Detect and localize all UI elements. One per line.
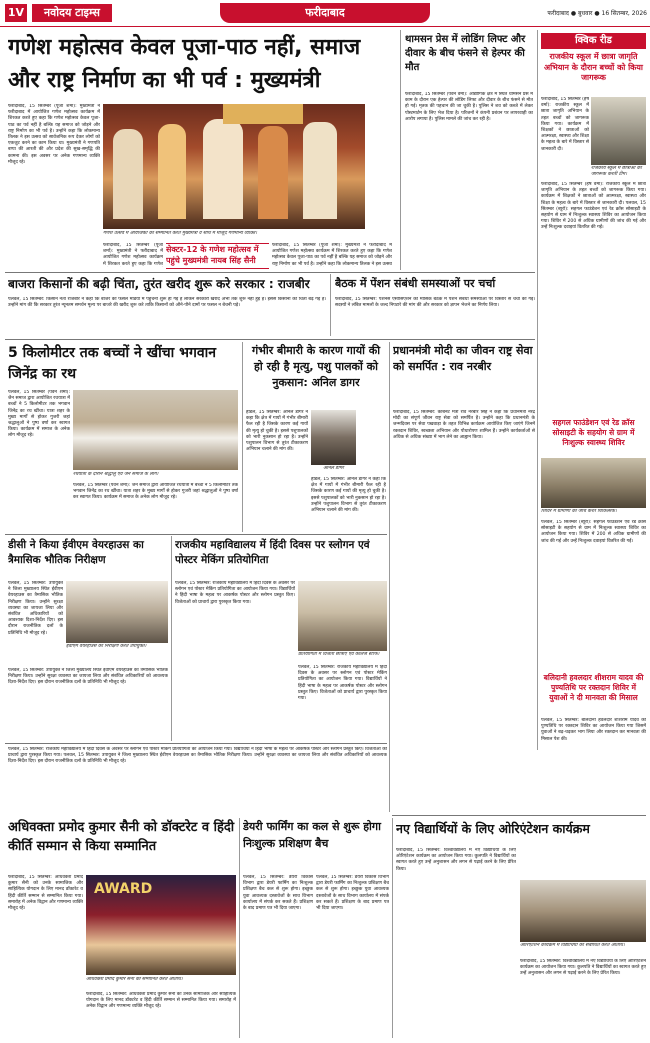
dc-headline: डीसी ने किया ईवीएम वेयरहाउस का त्रैमासिक भौतिक निरीक्षण bbox=[8, 539, 144, 566]
km5-body: पलवल, 15 सितम्बर (पवन शर्मा): जैन समाज द्वारा आयोजित रथयात्रा में बच्चों ने 5 किलोमीटर तक भगवान जिनेंद्र का रथ खींचा। यात्रा शहर के मुख्य मार्गों से होकर गुजरी जहां श्रद्धालुओं ने पुष्प वर्षा कर स्वागत किया। कार्यक्रम में समाज के अनेक लोग मौजूद रहे। bbox=[8, 390, 70, 439]
filler-text-2: पलवल, 15 सितम्बर: उपायुक्त ने जिला मुख्यालय स्थित ईवीएम वेयरहाउस का त्रैमासिक भौतिक निरीक्षण किया। उन्होंने सुरक्षा व्यवस्था का जायजा लिया और संबंधित अधिकारियों को आवश्यक दिशा-निर्देश दिए। इस दौरान राजनीतिक दलों के प्रतिनिधि भी मौजूद रहे। bbox=[8, 753, 387, 765]
quick-read-banner: क्विक रीड bbox=[541, 33, 646, 49]
dc-body-cont bbox=[8, 668, 168, 738]
orientation-body-cont bbox=[520, 959, 646, 1038]
km5-body-cont-text: पलवल, 15 सितम्बर (पवन शर्मा): जैन समाज द्वारा आयोजित रथयात्रा में बच्चों ने 5 किलोमीटर तक भगवान जिनेंद्र का रथ खींचा। यात्रा शहर के मुख्य मार्गों से होकर गुजरी जहां श्रद्धालुओं ने पुष्प वर्षा कर स्वागत किया। कार्यक्रम में समाज के अनेक लोग मौजूद रहे। bbox=[73, 483, 238, 501]
award-body-cont-text: फरीदाबाद, 15 सितम्बर: अधिवक्ता प्रमोद कुमार सैनी को उनके सामाजिक और साहित्यिक योगदान के लिए मानद डॉक्टरेट व हिंदी कीर्ति सम्मान से सम्मानित किया गया। समारोह में अनेक विद्वान और गणमान्य व्यक्ति मौजूद रहे। bbox=[86, 992, 236, 1010]
orientation-headline: नए विद्यार्थियों के लिए ओरिएंटेशन कार्यक्रम bbox=[396, 821, 590, 836]
km5-photo bbox=[73, 390, 238, 470]
quick-read-body-more-text: फरीदाबाद, 15 सितम्बर (हर्ष वर्मा): राजकीय स्कूल में छात्रा जागृति अभियान के तहत बच्चों को जागरूक किया गया। कार्यक्रम में शिक्षकों ने छात्राओं को आत्मरक्षा, स्वास्थ्य और शिक्षा के महत्व के बारे में विस्तार से जानकारी दी। bbox=[541, 182, 646, 206]
award-caption: अधिवक्ता प्रमोद कुमार सैनी को सम्मानित करते अतिथि। bbox=[86, 977, 183, 982]
dc-photo bbox=[66, 581, 168, 643]
lead-body-cont2-text: फरीदाबाद, 15 सितम्बर (पूजा शर्मा): मुख्यमंत्री ने फरीदाबाद में आयोजित गणेश महोत्सव कार्यक्रम में शिरकत करते हुए कहा कि गणेश महोत्सव केवल पूजा-पाठ का पर्व नहीं है बल्कि यह समाज को जोड़ने और राष्ट्र निर्माण का भी पर्व है। उन्होंने कहा कि लोकमान्य तिलक ने इस उत्सव bbox=[272, 243, 392, 267]
disease-caption: अनिल डागर bbox=[323, 466, 344, 471]
award-headline: अधिवक्ता प्रमोद कुमार सैनी को डॉक्टरेट व हिंदी कीर्ति सम्मान से किया सम्मानित bbox=[8, 820, 235, 854]
quick-read-caption: राजकीय स्कूल में छात्राओं को जागरूक करती टीम। bbox=[591, 166, 642, 177]
health-camp-caption: शिविर में ग्रामीणों की जांच करते चिकित्सक। bbox=[541, 509, 617, 514]
dc-body: पलवल, 15 सितम्बर: उपायुक्त ने जिला मुख्यालय स्थित ईवीएम वेयरहाउस का त्रैमासिक भौतिक निरीक्षण किया। उन्होंने सुरक्षा व्यवस्था का जायजा लिया और संबंधित अधिकारियों को आवश्यक दिशा-निर्देश दिए। इस दौरान राजनीतिक दलों के प्रतिनिधि भी मौजूद रहे। bbox=[8, 581, 63, 636]
lift-headline: थामसन प्रेस में लोडिंग लिफ्ट और दीवार के बीच फंसने से हेल्पर की मौत bbox=[405, 34, 526, 73]
award-body-cont bbox=[86, 992, 236, 1038]
health-camp-headline: सहगल फाउंडेशन एवं रेड क्रॉस सोसाइटी के सहयोग से ग्राम में निःशुल्क स्वास्थ्य शिविर bbox=[552, 418, 635, 447]
quick-read-photo bbox=[591, 97, 646, 165]
bajra-headline: बाजरा किसानों की बढ़ी चिंता, तुरंत खरीद शुरू करे सरकार : राजबीर bbox=[8, 277, 310, 291]
quick-read-body: फरीदाबाद, 15 सितम्बर (हर्ष वर्मा): राजकीय स्कूल में छात्रा जागृति अभियान के तहत बच्चों को जागरूक किया गया। कार्यक्रम में शिक्षकों ने छात्राओं को आत्मरक्षा, स्वास्थ्य और शिक्षा के महत्व के बारे में विस्तार से जानकारी दी। bbox=[541, 97, 589, 152]
disease-body-cont bbox=[311, 477, 386, 530]
pm-body: फरीदाबाद, 15 सितम्बर: कैबिनेट मंत्री राव नरबीर सिंह ने कहा कि प्रधानमंत्री नरेंद्र मोदी का संपूर्ण जीवन राष्ट्र सेवा को समर्पित है। उन्होंने कहा कि प्रधानमंत्री के जन्मदिवस पर सेवा पखवाड़ा के तहत विभिन्न कार्यक्रम आयोजित किए जाएंगे जिनमें रक्तदान शिविर, स्वच्छता अभियान और पौधारोपण शामिल हैं। उन्होंने कार्यकर्ताओं से अधिक से अधिक संख्या में भाग लेने का आह्वान किया। bbox=[393, 410, 535, 440]
pm-headline: प्रधानमंत्री मोदी का जीवन राष्ट्र सेवा को समर्पित : राव नरबीर bbox=[393, 344, 533, 373]
health-camp-body: पलवल, 15 सितम्बर (ब्यूरो): सहगल फाउंडेशन एवं रेड क्रॉस सोसाइटी के सहयोग से ग्राम में निःशुल्क स्वास्थ्य शिविर का आयोजन किया गया। शिविर में 200 से अधिक ग्रामीणों की जांच की गई और उन्हें निःशुल्क दवाइयां वितरित की गईं। bbox=[541, 520, 646, 544]
paper-logo: नवोदय टाइम्स bbox=[32, 4, 112, 22]
lead-caption: गणेश उत्सव में आयोजकों को सम्मानित करते मुख्यमंत्री व साथ में मौजूद गणमान्य व्यक्ति। bbox=[103, 231, 257, 236]
college-body-cont bbox=[298, 665, 387, 739]
orientation-body: फरीदाबाद, 15 सितम्बर: विश्वविद्यालय में नए विद्यार्थियों के लिए ओरिएंटेशन कार्यक्रम का आयोजन किया गया। कुलपति ने विद्यार्थियों का स्वागत करते हुए उन्हें अनुशासन और लगन से पढ़ाई करने के लिए प्रेरित किया। bbox=[396, 848, 516, 872]
college-body: पलवल, 15 सितम्बर: राजकीय महाविद्यालय में हिंदी दिवस के अवसर पर स्लोगन एवं पोस्टर मेकिंग प्रतियोगिता का आयोजन किया गया। विद्यार्थियों ने हिंदी भाषा के महत्व पर आकर्षक पोस्टर और स्लोगन प्रस्तुत किए। विजेताओं को प्राचार्य द्वारा पुरस्कृत किया गया। bbox=[175, 581, 295, 605]
award-photo bbox=[86, 875, 236, 975]
km5-caption: रथयात्रा के दौरान श्रद्धालु एवं जैन समाज के लोग। bbox=[73, 472, 159, 477]
filler-text-1: पलवल, 15 सितम्बर: राजकीय महाविद्यालय में हिंदी दिवस के अवसर पर स्लोगन एवं पोस्टर मेकिंग प्रतियोगिता का आयोजन किया गया। विद्यार्थियों ने हिंदी भाषा के महत्व पर आकर्षक पोस्टर और स्लोगन प्रस्तुत किए। विजेताओं को प्राचार्य द्वारा पुरस्कृत किया गया। bbox=[8, 747, 387, 759]
disease-headline: गंभीर बीमारी के कारण गायों की हो रही है मृत्यु, पशु पालकों को नुकसान: अनिल डागर bbox=[251, 344, 381, 389]
dairy-body-cont-text: पलवल, 15 सितम्बर: डेयरी विकास विभाग द्वारा डेयरी फार्मिंग का निःशुल्क प्रशिक्षण बैच कल से शुरू होगा। इच्छुक युवा आवश्यक दस्तावेजों के साथ विभाग कार्यालय में संपर्क कर सकते हैं। प्रशिक्षण के बाद प्रमाण पत्र भी दिया जाएगा। bbox=[316, 875, 389, 912]
college-photo bbox=[298, 581, 387, 651]
pension-headline: बैठक में पेंशन संबंधी समस्याओं पर चर्चा bbox=[335, 277, 496, 290]
lead-body-cont-text: फरीदाबाद, 15 सितम्बर (पूजा शर्मा): मुख्यमंत्री ने फरीदाबाद में आयोजित गणेश महोत्सव कार्यक्रम में शिरकत करते हुए कहा कि गणेश bbox=[103, 243, 163, 267]
health-camp-photo bbox=[541, 458, 646, 508]
disease-photo bbox=[311, 410, 356, 465]
college-headline: राजकीय महाविद्यालय में हिंदी दिवस पर स्लोगन एवं पोस्टर मेकिंग प्रतियोगिता bbox=[175, 539, 370, 566]
lead-headline: गणेश महोत्सव केवल पूजा-पाठ नहीं, समाज और राष्ट्र निर्माण का भी पर्व : मुख्यमंत्री bbox=[8, 35, 361, 93]
orientation-caption: ओरिएंटेशन कार्यक्रम में विद्यार्थियों को संबोधित करते अतिथि। bbox=[520, 943, 625, 948]
masthead bbox=[0, 0, 650, 27]
dairy-body: पलवल, 15 सितम्बर: डेयरी विकास विभाग द्वारा डेयरी फार्मिंग का निःशुल्क प्रशिक्षण बैच कल से शुरू होगा। इच्छुक युवा आवश्यक दस्तावेजों के साथ विभाग कार्यालय में संपर्क कर सकते हैं। प्रशिक्षण के बाद प्रमाण पत्र भी दिया जाएगा। bbox=[243, 875, 313, 912]
lead-photo bbox=[103, 104, 365, 229]
award-photo-text: AWARD bbox=[94, 881, 153, 897]
bajra-body: पलवल, 15 सितम्बर: किसान नेता राजबीर ने कहा कि बाजरे की फसल मंडियों में पहुंचनी शुरू हो गई है लेकिन सरकारी खरीद अभी तक शुरू नहीं हुई है। इससे किसानों की चिंता बढ़ गई है। उन्होंने मांग की कि सरकार तुरंत न्यूनतम समर्थन मूल्य पर बाजरे की खरीद शुरू करे ताकि किसानों को औने-पौने दामों पर फसल न बेचनी पड़े। bbox=[8, 297, 326, 309]
lead-callout: सेक्टर-12 के गणेश महोत्सव में पहुंचे मुख्यमंत्री नायब सिंह सैनी bbox=[166, 243, 269, 269]
dc-body-cont-text: पलवल, 15 सितम्बर: उपायुक्त ने जिला मुख्यालय स्थित ईवीएम वेयरहाउस का त्रैमासिक भौतिक निरीक्षण किया। उन्होंने सुरक्षा व्यवस्था का जायजा लिया और संबंधित अधिकारियों को आवश्यक दिशा-निर्देश दिए। इस दौरान राजनीतिक दलों के प्रतिनिधि भी मौजूद रहे। bbox=[8, 668, 168, 686]
quick-read-headline: राजकीय स्कूल में छात्रा जागृति अभियान के दौरान बच्चों को किया जागरूक bbox=[543, 52, 643, 82]
blood-camp-body: पलवल, 15 सितम्बर: बलिदानी हवलदार शीशराम यादव की पुण्यतिथि पर रक्तदान शिविर का आयोजन किया गया जिसमें युवाओं ने बढ़-चढ़कर भाग लिया और रक्तदान कर मानवता की मिसाल पेश की। bbox=[541, 718, 646, 742]
disease-body-cont-text: होडल, 15 सितम्बर: अनिल डागर ने कहा कि क्षेत्र में गायों में गंभीर बीमारी फैल रही है जिसके कारण कई गायों की मृत्यु हो चुकी है। इससे पशुपालकों को भारी नुकसान हो रहा है। उन्होंने पशुपालन विभाग से तुरंत टीकाकरण अभियान चलाने की मांग की। bbox=[311, 477, 386, 514]
dairy-headline: डेयरी फार्मिंग का कल से शुरू होगा निःशुल्क प्रशिक्षण बैच bbox=[243, 820, 381, 850]
lead-body-cont2 bbox=[272, 243, 392, 267]
quick-read-body-more-text2: पलवल, 15 सितम्बर (ब्यूरो): सहगल फाउंडेशन एवं रेड क्रॉस सोसाइटी के सहयोग से ग्राम में निःशुल्क स्वास्थ्य शिविर का आयोजन किया गया। शिविर में 200 से अधिक ग्रामीणों की जांच की गई और उन्हें निःशुल्क दवाइयां वितरित की गईं। bbox=[541, 200, 646, 231]
quick-read-body-more bbox=[541, 182, 646, 414]
lift-body: फरीदाबाद, 15 सितम्बर (पवन वर्मा): औद्योगिक क्षेत्र में स्थित थामसन प्रेस में काम के दौरान एक हेल्पर की लोडिंग लिफ्ट और दीवार के बीच फंसने से मौत हो गई। मृतक की पहचान की जा चुकी है। पुलिस ने शव को कब्जे में लेकर पोस्टमार्टम के लिए भेज दिया है। परिजनों ने कंपनी प्रबंधन पर लापरवाही का आरोप लगाया है। पुलिस मामले की जांच कर रही है। bbox=[405, 92, 533, 122]
lead-body-cont bbox=[103, 243, 163, 267]
km5-headline: 5 किलोमीटर तक बच्चों ने खींचा भगवान जिनेंद्र का रथ bbox=[8, 345, 217, 382]
page-number-badge: 1V bbox=[5, 4, 27, 22]
section-label: फरीदाबाद bbox=[220, 3, 430, 23]
orientation-photo bbox=[520, 880, 646, 942]
dc-college-filler bbox=[8, 747, 387, 813]
college-body-cont-text: पलवल, 15 सितम्बर: राजकीय महाविद्यालय में हिंदी दिवस के अवसर पर स्लोगन एवं पोस्टर मेकिंग प्रतियोगिता का आयोजन किया गया। विद्यार्थियों ने हिंदी भाषा के महत्व पर आकर्षक पोस्टर और स्लोगन प्रस्तुत किए। विजेताओं को प्राचार्य द्वारा पुरस्कृत किया गया। bbox=[298, 665, 387, 702]
dairy-body-cont bbox=[316, 875, 389, 1038]
college-caption: प्रतियोगिता में विजेता छात्राएं एवं कॉलेज स्टाफ। bbox=[298, 652, 380, 657]
pension-body: फरीदाबाद, 15 सितम्बर: पेंशनर्स एसोसिएशन की मासिक बैठक में पेंशन संबंधी समस्याओं पर विस्तार से चर्चा की गई। सदस्यों ने लंबित मामलों के जल्द निपटारे की मांग की और सरकार को ज्ञापन भेजने का निर्णय लिया। bbox=[335, 297, 535, 309]
disease-body: होडल, 15 सितम्बर: अनिल डागर ने कहा कि क्षेत्र में गायों में गंभीर बीमारी फैल रही है जिसके कारण कई गायों की मृत्यु हो चुकी है। इससे पशुपालकों को भारी नुकसान हो रहा है। उन्होंने पशुपालन विभाग से तुरंत टीकाकरण अभियान चलाने की मांग की। bbox=[246, 410, 308, 453]
orientation-body-cont-text: फरीदाबाद, 15 सितम्बर: विश्वविद्यालय में नए विद्यार्थियों के लिए ओरिएंटेशन कार्यक्रम का आयोजन किया गया। कुलपति ने विद्यार्थियों का स्वागत करते हुए उन्हें अनुशासन और लगन से पढ़ाई करने के लिए प्रेरित किया। bbox=[520, 959, 646, 977]
dateline: फरीदाबाद ● बुधवार ● 16 सितम्बर, 2026 bbox=[547, 10, 647, 17]
award-body: फरीदाबाद, 15 सितम्बर: अधिवक्ता प्रमोद कुमार सैनी को उनके सामाजिक और साहित्यिक योगदान के लिए मानद डॉक्टरेट व हिंदी कीर्ति सम्मान से सम्मानित किया गया। समारोह में अनेक विद्वान और गणमान्य व्यक्ति मौजूद रहे। bbox=[8, 875, 83, 912]
lead-body: फरीदाबाद, 15 सितम्बर (पूजा शर्मा): मुख्यमंत्री ने फरीदाबाद में आयोजित गणेश महोत्सव कार्यक्रम में शिरकत करते हुए कहा कि गणेश महोत्सव केवल पूजा-पाठ का पर्व नहीं है बल्कि यह समाज को जोड़ने और राष्ट्र निर्माण का भी पर्व है। उन्होंने कहा कि लोकमान्य तिलक ने इस उत्सव को सार्वजनिक रूप देकर लोगों को एकजुट करने का काम किया था। मुख्यमंत्री ने गणपति बप्पा की आरती की और प्रदेश की सुख-समृद्धि की कामना की। इस अवसर पर अनेक गणमान्य व्यक्ति मौजूद रहे। bbox=[8, 104, 100, 165]
km5-body-cont bbox=[73, 483, 238, 531]
dc-caption: ईवीएम वेयरहाउस का निरीक्षण करते उपायुक्त। bbox=[66, 644, 147, 649]
blood-camp-headline: बलिदानी हवलदार शीशराम यादव की पुण्यतिथि पर रक्तदान शिविर में युवाओं ने दी मानवता की मिसाल bbox=[543, 673, 644, 702]
